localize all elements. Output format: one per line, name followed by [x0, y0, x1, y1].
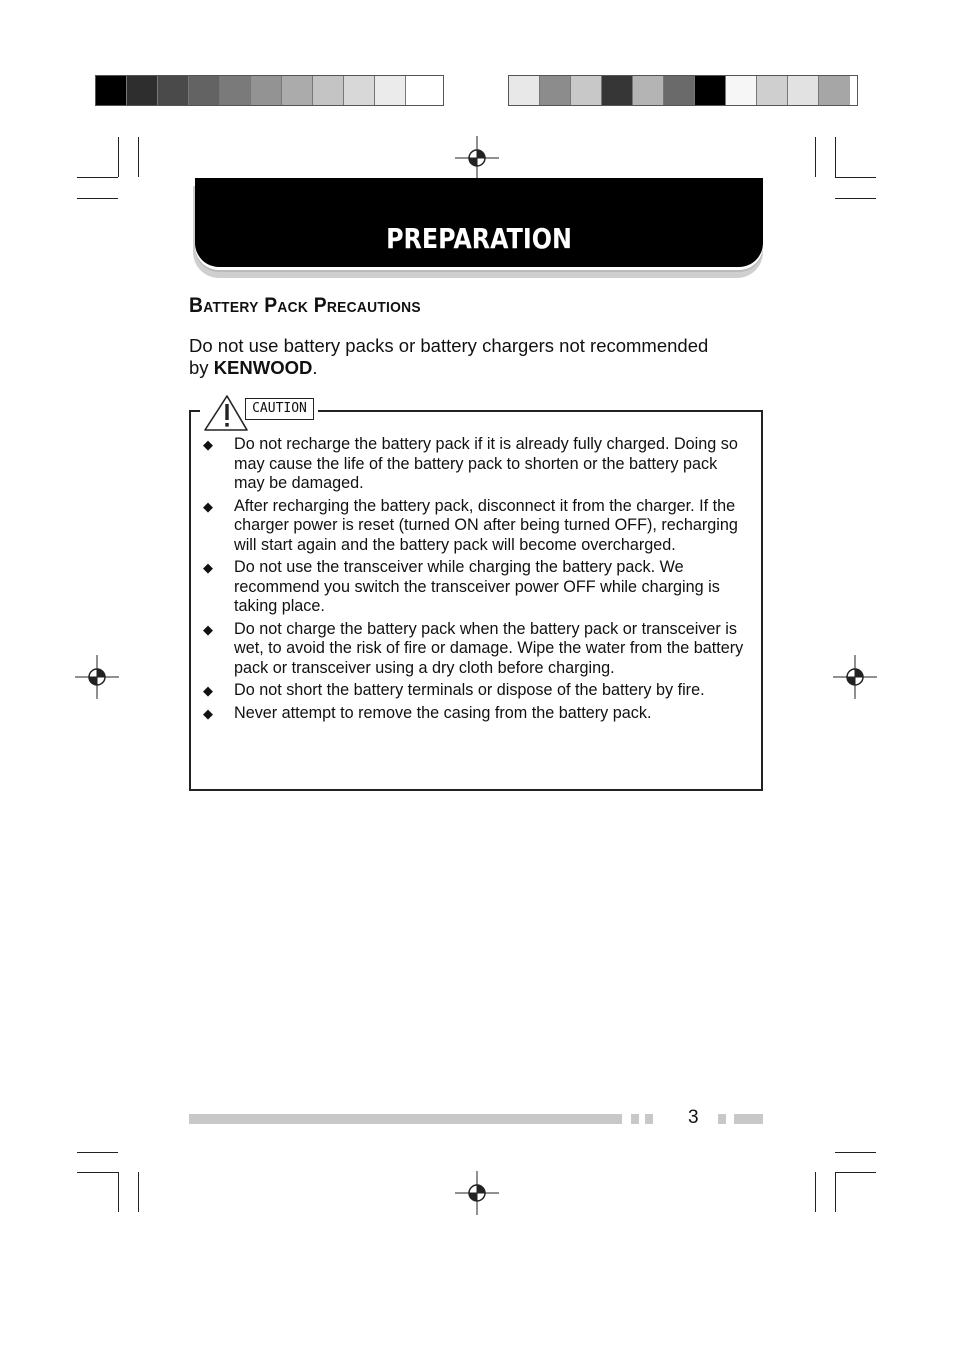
color-swatch — [282, 76, 313, 105]
caution-item-text: Never attempt to remove the casing from the battery pack. — [234, 703, 652, 722]
page-header-banner — [195, 178, 763, 267]
footer-bar-dot — [718, 1114, 726, 1124]
footer-bar-dot — [631, 1114, 639, 1124]
color-swatch — [757, 76, 788, 105]
registration-mark-icon — [833, 655, 877, 699]
color-swatch — [602, 76, 633, 105]
intro-text: Do not use battery packs or battery chargers not recommended by — [189, 335, 709, 378]
caution-list — [200, 435, 750, 726]
brand-name: KENWOOD — [213, 357, 313, 378]
caution-item-text: Do not short the battery terminals or dispose of the battery by fire. — [234, 681, 705, 700]
color-swatch — [406, 76, 437, 105]
caution-list-item — [200, 435, 750, 494]
page-title: PREPARATION — [386, 222, 572, 255]
footer-bar-dot — [645, 1114, 653, 1124]
registration-mark-icon — [455, 136, 499, 180]
color-swatch — [695, 76, 726, 105]
registration-mark-icon — [455, 1171, 499, 1215]
diamond-bullet-icon: ◆ — [203, 560, 213, 576]
color-swatch — [344, 76, 375, 105]
caution-list-item — [200, 620, 750, 679]
section-heading: Battery Pack Precautions — [189, 294, 421, 317]
caution-item-text: Do not use the transceiver while charging the battery pack. We recommend you switch the transceiver power OFF while charging is taking place. — [234, 558, 720, 616]
color-swatch — [633, 76, 664, 105]
caution-list-item — [200, 704, 750, 724]
diamond-bullet-icon: ◆ — [203, 498, 213, 514]
caution-label: CAUTION — [245, 398, 314, 420]
color-swatch — [726, 76, 757, 105]
color-swatch — [251, 76, 282, 105]
color-calibration-bar-left — [95, 75, 444, 106]
color-swatch — [220, 76, 251, 105]
color-swatch — [127, 76, 158, 105]
intro-paragraph — [189, 335, 709, 379]
diamond-bullet-icon: ◆ — [203, 621, 213, 637]
color-swatch — [571, 76, 602, 105]
footer-bar-long — [189, 1114, 622, 1124]
color-calibration-bar-right — [508, 75, 858, 106]
color-swatch — [664, 76, 695, 105]
caution-list-item — [200, 681, 750, 701]
caution-item-text: Do not charge the battery pack when the battery pack or transceiver is wet, to avoid the risk of fire or damage. Wipe the water from the battery pack or transceiver using a dry cloth before charging. — [234, 619, 744, 677]
color-swatch — [96, 76, 127, 105]
intro-end: . — [312, 357, 318, 378]
diamond-bullet-icon: ◆ — [203, 683, 213, 699]
caution-list-item — [200, 497, 750, 556]
registration-mark-icon — [75, 655, 119, 699]
color-swatch — [509, 76, 540, 105]
color-swatch — [540, 76, 571, 105]
page-number: 3 — [688, 1107, 699, 1128]
color-swatch — [189, 76, 220, 105]
color-swatch — [819, 76, 850, 105]
color-swatch — [158, 76, 189, 105]
diamond-bullet-icon: ◆ — [203, 437, 213, 452]
color-swatch — [375, 76, 406, 105]
caution-item-text: After recharging the battery pack, disconnect it from the charger. If the charger power is reset (turned ON after being turned OFF), recharging will start again and the battery pack will become overcharged. — [234, 496, 738, 554]
color-swatch — [788, 76, 819, 105]
color-swatch — [313, 76, 344, 105]
caution-list-item — [200, 558, 750, 617]
diamond-bullet-icon: ◆ — [203, 705, 213, 721]
footer-bar-end — [734, 1114, 763, 1124]
caution-item-text: Do not recharge the battery pack if it is already fully charged. Doing so may cause the life of the battery pack to shorten or the battery pack may be damaged. — [234, 435, 738, 493]
